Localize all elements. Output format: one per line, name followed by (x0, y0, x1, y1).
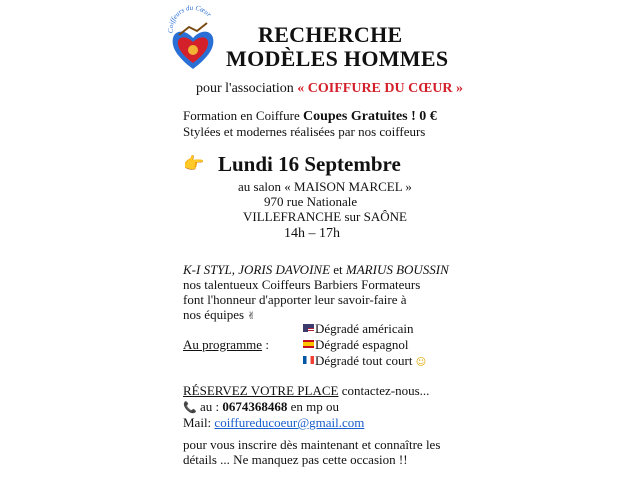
association-line (196, 80, 463, 97)
logo-text: Coiffeurs du Cœur (167, 5, 213, 34)
phone-number[interactable]: 0674368468 (222, 399, 288, 414)
reserve-label: RÉSERVEZ VOTRE PLACE (183, 383, 339, 398)
team-line-3: font l'honneur d'apporter leur savoir-faire à (183, 292, 407, 307)
phone-line (183, 399, 339, 416)
team-line-2: nos talentueux Coiffeurs Barbiers Formateurs (183, 277, 421, 292)
association-prefix: pour l'association (196, 81, 298, 96)
flag-us-icon (303, 324, 314, 332)
footer-line-1: pour vous inscrire dès maintenant et connaître les (183, 437, 441, 452)
reserve-line (183, 383, 429, 399)
headline-modeles-hommes: MODÈLES HOMMES (226, 46, 449, 71)
program-item-label: Dégradé tout court (315, 353, 413, 368)
event-city: VILLEFRANCHE sur SAÔNE (243, 209, 407, 224)
program-separator: : (262, 337, 269, 352)
flag-es-icon (303, 340, 314, 348)
smiley-icon: ☺ (415, 357, 427, 368)
program-label-line (183, 337, 269, 353)
phone-prefix: au : (196, 399, 223, 414)
victory-hand-icon: ✌ (247, 311, 256, 322)
team-connector: et (330, 262, 346, 277)
team-names (183, 262, 449, 278)
team-line-4-text: nos équipes (183, 307, 245, 322)
mail-line (183, 415, 364, 431)
event-date: Lundi 16 Septembre (218, 152, 401, 176)
program-item (303, 337, 409, 353)
team-name-2: MARIUS BOUSSIN (345, 262, 449, 277)
svg-text:Coiffeurs du Cœur (167, 5, 213, 33)
event-hours: 14h – 17h (284, 226, 340, 241)
phone-suffix: en mp ou (287, 399, 339, 414)
flag-fr-icon (303, 356, 314, 364)
program-item-label: Dégradé américain (315, 321, 414, 336)
program-item (303, 353, 426, 371)
association-name: « COIFFURE DU CŒUR » (297, 81, 463, 96)
email-link[interactable]: coiffureducoeur@gmail.com (214, 415, 365, 430)
association-logo (167, 5, 219, 75)
offer-description: Stylées et modernes réalisées par nos coiffeurs (183, 124, 426, 139)
program-item-label: Dégradé espagnol (315, 337, 409, 352)
pointing-hand-icon: 👉 (183, 154, 205, 174)
footer-line-2: détails ... Ne manquez pas cette occasion !! (183, 452, 408, 467)
reserve-suffix: contactez-nous... (338, 383, 430, 398)
headline-recherche: RECHERCHE (258, 22, 403, 47)
offer-highlight: Coupes Gratuites ! 0 € (303, 109, 437, 124)
event-street: 970 rue Nationale (264, 194, 358, 209)
mail-prefix: Mail: (183, 415, 215, 430)
offer-line (183, 108, 437, 125)
team-line-4 (183, 307, 256, 325)
offer-prefix: Formation en Coiffure (183, 108, 303, 123)
team-name-1: K-I STYL, JORIS DAVOINE (183, 262, 331, 277)
event-venue: au salon « MAISON MARCEL » (238, 179, 412, 194)
phone-icon: 📞 (183, 401, 197, 414)
program-label: Au programme (183, 337, 263, 352)
program-item (303, 321, 414, 337)
